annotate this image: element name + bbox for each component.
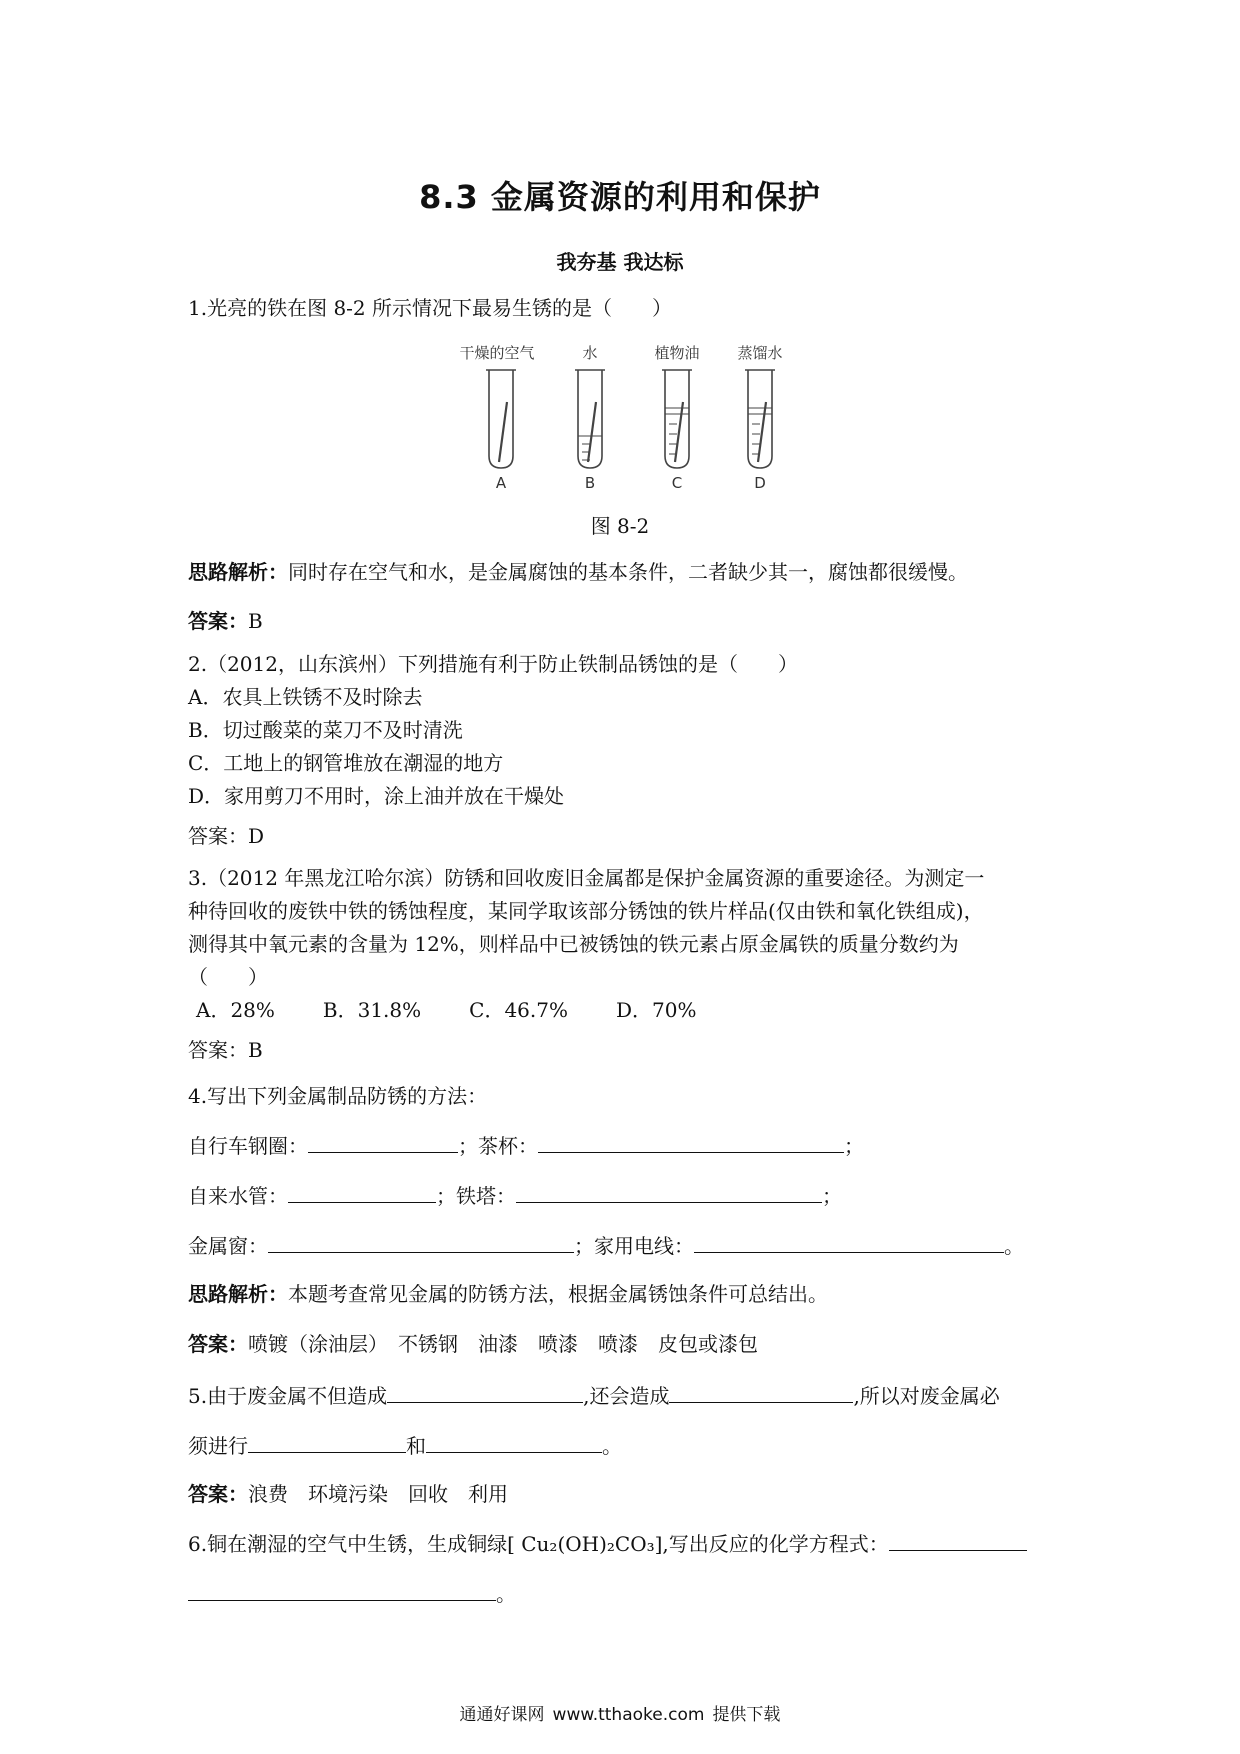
- q3-line-1: 3.（2012 年黑龙江哈尔滨）防锈和回收废旧金属都是保护金属资源的重要途径。为测定一: [188, 866, 985, 890]
- tube-letter-b: B: [584, 474, 596, 490]
- figure-caption: 图 8-2: [590, 514, 650, 538]
- row-3-end: 。: [1004, 1234, 1024, 1258]
- analysis-label: 思路解析：: [188, 560, 288, 584]
- q5-text-3: ,所以对废金属必: [853, 1384, 1000, 1408]
- footer-suffix: 提供下载: [712, 1705, 781, 1725]
- section-subtitle: 我夯基 我达标: [556, 250, 684, 274]
- metal-window-blank: [268, 1232, 574, 1253]
- q1-stem: 1.光亮的铁在图 8-2 所示情况下最易生锈的是（ ）: [188, 296, 673, 320]
- answer-label: 答案：: [188, 609, 248, 633]
- q2-option-a: A．农具上铁锈不及时除去: [188, 685, 423, 709]
- q3-option-d: D．70%: [615, 998, 697, 1022]
- q5-text-6: 。: [602, 1434, 622, 1458]
- q2-option-c: C．工地上的钢管堆放在潮湿的地方: [188, 751, 504, 775]
- q5-line-2: [188, 1432, 622, 1460]
- q6-blank-2: [188, 1580, 496, 1601]
- page-title: 8.3 金属资源的利用和保护: [419, 178, 821, 216]
- answer-text: 喷镀（涂油层） 不锈钢 油漆 喷漆 喷漆 皮包或漆包: [248, 1332, 758, 1356]
- water-pipe-label: 自来水管：: [188, 1184, 288, 1208]
- tube-letter-d: D: [754, 474, 766, 490]
- test-tube-d: [745, 370, 775, 468]
- answer-text: B: [248, 609, 263, 633]
- tube-label-a: 干燥的空气: [459, 344, 535, 362]
- q4-row-2: [188, 1182, 842, 1210]
- q6-text-2: 。: [496, 1582, 516, 1606]
- q6-line-1: [188, 1530, 1027, 1558]
- tube-label-b: 水: [582, 344, 598, 362]
- q2-option-d: D．家用剪刀不用时，涂上油并放在干燥处: [188, 784, 565, 808]
- page-footer: [0, 1700, 1240, 1725]
- test-tube-figure: [455, 340, 795, 490]
- metal-window-label: 金属窗：: [188, 1234, 268, 1258]
- q6-line-2: [188, 1580, 516, 1608]
- row-2-end: ；: [822, 1184, 842, 1208]
- tube-letter-a: A: [495, 474, 507, 490]
- answer-label: 答案：: [188, 1332, 248, 1356]
- q6-blank-1: [889, 1530, 1027, 1551]
- q1-analysis: [188, 558, 968, 586]
- tube-label-c: 植物油: [654, 344, 700, 362]
- q5-text-5: 和: [406, 1434, 426, 1458]
- iron-tower-blank: [516, 1182, 822, 1203]
- footer-site-name: 通通好课网: [459, 1705, 545, 1725]
- q5-text-2: ,还会造成: [583, 1384, 670, 1408]
- iron-tower-label: ；铁塔：: [436, 1184, 516, 1208]
- test-tube-b: [575, 370, 605, 468]
- footer-url[interactable]: www.tthaoke.com: [552, 1705, 705, 1725]
- q2-option-b: B．切过酸菜的菜刀不及时清洗: [188, 718, 463, 742]
- answer-text: 浪费 环境污染 回收 利用: [248, 1482, 508, 1506]
- electric-wire-label: ；家用电线：: [574, 1234, 694, 1258]
- analysis-label: 思路解析：: [188, 1282, 288, 1306]
- electric-wire-blank: [694, 1232, 1004, 1253]
- q3-line-2: 种待回收的废铁中铁的锈蚀程度，某同学取该部分锈蚀的铁片样品(仅由铁和氧化铁组成)，: [188, 899, 984, 923]
- q5-text-4: 须进行: [188, 1434, 248, 1458]
- q2-stem: 2.（2012，山东滨州）下列措施有利于防止铁制品锈蚀的是（ ）: [188, 652, 798, 676]
- q5-blank-2: [669, 1382, 853, 1403]
- q4-answer: [188, 1330, 758, 1358]
- tea-cup-label: ；茶杯：: [458, 1134, 538, 1158]
- q5-blank-4: [426, 1432, 602, 1453]
- q3-line-3: 测得其中氧元素的含量为 12%，则样品中已被锈蚀的铁元素占原金属铁的质量分数约为: [188, 932, 959, 956]
- q4-row-3: [188, 1232, 1024, 1260]
- q5-text-1: 5.由于废金属不但造成: [188, 1384, 388, 1408]
- q3-option-c: C．46.7%: [469, 998, 568, 1022]
- tube-label-d: 蒸馏水: [737, 344, 783, 362]
- tea-cup-blank: [538, 1132, 844, 1153]
- test-tube-a: [486, 370, 516, 468]
- analysis-text: 同时存在空气和水，是金属腐蚀的基本条件，二者缺少其一，腐蚀都很缓慢。: [288, 560, 968, 584]
- q5-blank-1: [387, 1382, 583, 1403]
- q5-answer: [188, 1480, 508, 1508]
- q5-line-1: [188, 1382, 1000, 1410]
- test-tube-c: [662, 370, 692, 468]
- row-1-end: ；: [844, 1134, 864, 1158]
- test-tube-diagram: [455, 340, 795, 490]
- q4-row-1: [188, 1132, 864, 1160]
- bike-rim-blank: [308, 1132, 458, 1153]
- q1-answer: [188, 607, 263, 635]
- q3-option-a: A．28%: [196, 998, 275, 1022]
- q5-blank-3: [248, 1432, 406, 1453]
- q3-answer: 答案：B: [188, 1038, 263, 1062]
- q3-option-b: B．31.8%: [322, 998, 422, 1022]
- q4-stem: 4.写出下列金属制品防锈的方法：: [188, 1084, 488, 1108]
- q2-answer: 答案：D: [188, 824, 265, 848]
- answer-label: 答案：: [188, 1482, 248, 1506]
- bike-rim-label: 自行车钢圈：: [188, 1134, 308, 1158]
- water-pipe-blank: [288, 1182, 436, 1203]
- q3-line-4: （ ）: [188, 965, 268, 989]
- q4-analysis: [188, 1280, 828, 1308]
- q6-text-1: 6.铜在潮湿的空气中生锈，生成铜绿[ Cu₂(OH)₂CO₃],写出反应的化学方程式：: [188, 1532, 889, 1556]
- tube-letter-c: C: [671, 474, 683, 490]
- analysis-text: 本题考查常见金属的防锈方法，根据金属锈蚀条件可总结出。: [288, 1282, 828, 1306]
- q3-options: [196, 996, 744, 1024]
